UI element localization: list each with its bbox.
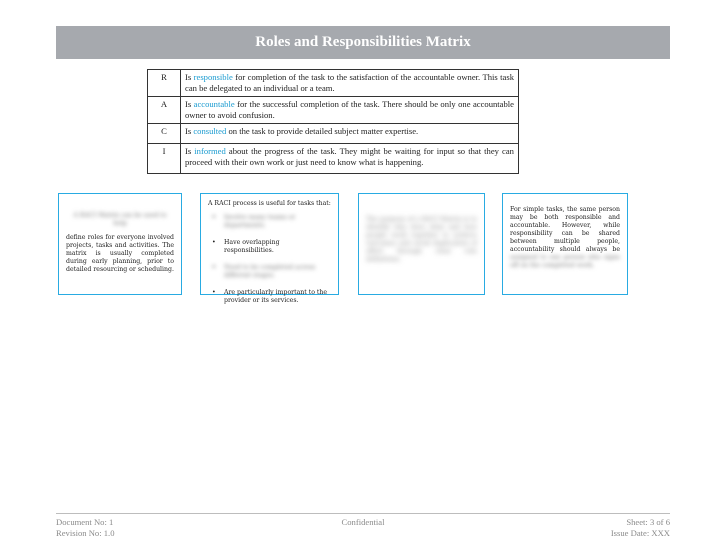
page-title: Roles and Responsibilities Matrix [255,34,471,50]
bullet-list [208,214,331,305]
raci-row-a [148,97,519,124]
card-body [510,206,620,270]
card-body-text: For simple tasks, the same person may be both responsible and accountable. However, while responsibility can be shared between multiple people, accountability should always be [510,206,620,253]
document-number: Document No: 1 [56,517,114,527]
blurred-text: The purpose of a RACI Matrix is to identify who does what and how people work together to achieve outcomes and avoid duplication of effort through clear role definitions. [366,216,477,263]
bullet-item: • Need to be completed across different stages. [208,264,331,280]
raci-row-i [148,144,519,174]
raci-row-r [148,70,519,97]
info-card-blurred [358,193,485,295]
issue-date: Issue Date: XXX [610,528,670,538]
sheet-number: Sheet: 3 of 6 [626,517,670,527]
bullet-item: • Are particularly important to the provider or its services. [208,289,331,305]
info-card-usage [200,193,339,304]
bullet-item: • Have overlapping responsibilities. [208,239,331,255]
raci-description: Is accountable for the successful completion of the task. There should be only one accountable owner to avoid confusion. [181,97,519,124]
raci-keyword: responsible [193,72,233,82]
raci-letter: C [148,124,181,144]
raci-letter: I [148,144,181,174]
info-card-purpose [58,193,182,295]
raci-letter: A [148,97,181,124]
raci-description: Is consulted on the task to provide detailed subject matter expertise. [181,124,519,144]
raci-description: Is informed about the progress of the task. They might be waiting for input so that they can proceed with their own work or just need to know what is happening. [181,144,519,174]
bullet-item: • Involve many teams or departments. [208,214,331,230]
raci-letter: R [148,70,181,97]
page-title-banner [56,26,670,59]
raci-table [147,69,519,174]
raci-description: Is responsible for completion of the task to the satisfaction of the accountable owner. This task can be delegated to an individual or a team. [181,70,519,97]
page-footer [56,513,670,538]
confidential-label: Confidential [341,517,385,527]
raci-keyword: consulted [193,126,227,136]
card-body: define roles for everyone involved projects, tasks and activities. The matrix is usually completed during early planning, prior to detailed resourcing or scheduling. [66,234,174,273]
blurred-text: A RACI Matrix can be used to help [73,212,167,227]
footer-right [611,517,670,539]
info-card-accountability [502,193,628,295]
card-intro: A RACI process is useful for tasks that: [208,200,331,207]
raci-keyword: informed [194,146,226,156]
raci-keyword: accountable [193,99,235,109]
revision-number: Revision No: 1.0 [56,528,115,538]
raci-row-c [148,124,519,144]
footer-center [56,517,670,528]
blurred-text: assigned to one person who signs off on the completed work. [510,254,620,269]
